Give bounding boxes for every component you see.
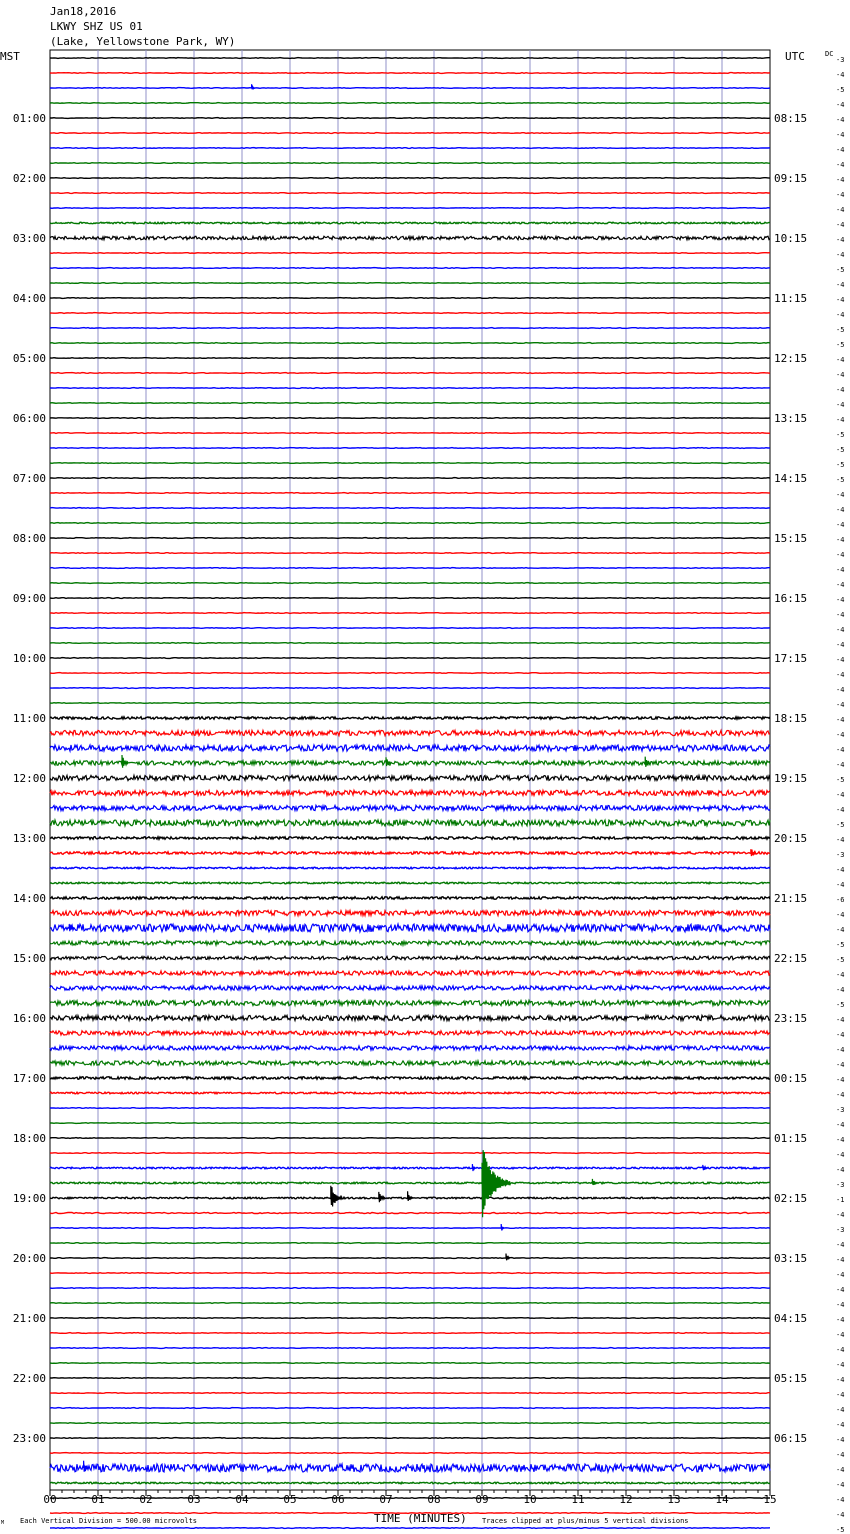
dc-offset-label: -5	[836, 1001, 845, 1009]
trace-line	[50, 986, 770, 990]
dc-offset-label: -4	[836, 1301, 845, 1309]
dc-offset-label: -4	[836, 116, 845, 124]
trace-line	[50, 463, 770, 464]
dc-offset-label: -4	[836, 731, 845, 739]
right-hour-label: 01:15	[774, 1132, 808, 1145]
grid-lines	[50, 50, 770, 1496]
dc-offset-label: -4	[836, 536, 845, 544]
left-hour-label: 17:00	[12, 1072, 46, 1085]
trace-line	[50, 1000, 770, 1005]
dc-offset-label: -4	[836, 866, 845, 874]
right-timezone-label: UTC	[785, 50, 805, 63]
dc-offset-label: -4	[836, 926, 845, 934]
dc-offset-label: -4	[836, 1046, 845, 1054]
left-hour-label: 06:00	[12, 412, 46, 425]
dc-offset-label: -4	[836, 1316, 845, 1324]
trace-line	[50, 910, 770, 915]
trace-line	[50, 208, 770, 209]
dc-offset-label: -4	[836, 1496, 845, 1504]
x-tick-label: 14	[715, 1493, 729, 1506]
seismic-event	[751, 849, 756, 856]
trace-line	[50, 553, 770, 554]
dc-offset-label: -4	[836, 356, 845, 364]
corner-mark: M	[1, 1520, 5, 1526]
dc-offset-label: -4	[836, 1136, 845, 1144]
chart-date: Jan18,2016	[50, 5, 117, 18]
left-hour-label: 22:00	[12, 1372, 46, 1385]
left-hour-label: 01:00	[12, 112, 46, 125]
trace-line	[50, 478, 770, 479]
seismic-event	[379, 1192, 385, 1202]
trace-line	[50, 298, 770, 299]
location-label: (Lake, Yellowstone Park, WY)	[50, 35, 236, 48]
trace-line	[50, 1408, 770, 1409]
left-hour-label: 18:00	[12, 1132, 46, 1145]
dc-offset-label: -4	[836, 1256, 845, 1264]
dc-offset-label: -3	[836, 1181, 845, 1189]
trace-line	[50, 148, 770, 149]
trace-line	[50, 328, 770, 329]
x-tick-label: 12	[619, 1493, 633, 1506]
dc-offset-label: -5	[836, 326, 845, 334]
dc-offset-label: -4	[836, 1511, 845, 1519]
trace-line	[50, 1153, 770, 1154]
dc-offset-label: -4	[836, 386, 845, 394]
trace-line	[50, 1363, 770, 1364]
dc-offset-label: -4	[836, 1031, 845, 1039]
trace-line	[50, 253, 770, 254]
x-tick-label: 00	[43, 1493, 57, 1506]
trace-line	[50, 688, 770, 689]
trace-line	[50, 852, 770, 855]
trace-line	[50, 268, 770, 269]
clip-note: Traces clipped at plus/minus 5 vertical divisions	[482, 1517, 689, 1525]
dc-offset-label: -4	[836, 506, 845, 514]
trace-line	[50, 118, 770, 119]
left-hour-label: 02:00	[12, 172, 46, 185]
dc-offset-label: -4	[836, 566, 845, 574]
dc-offset-label: -3	[836, 1226, 845, 1234]
dc-offset-label: -1	[836, 1196, 845, 1204]
trace-line	[50, 1228, 770, 1229]
right-hour-label: 12:15	[774, 352, 808, 365]
dc-offset-label: -4	[836, 251, 845, 259]
x-tick-label: 04	[235, 1493, 249, 1506]
dc-offset-label: -5	[836, 446, 845, 454]
dc-offset-label: -4	[836, 206, 845, 214]
trace-line	[50, 388, 770, 389]
right-hour-label: 16:15	[774, 592, 808, 605]
trace-line	[50, 820, 770, 826]
trace-line	[50, 1182, 770, 1184]
trace-line	[50, 193, 770, 194]
trace-line	[50, 133, 770, 134]
trace-line	[50, 583, 770, 584]
dc-offset-label: -4	[836, 806, 845, 814]
trace-line	[50, 73, 770, 74]
dc-offset-label: -5	[836, 821, 845, 829]
right-hour-label: 08:15	[774, 112, 808, 125]
trace-line	[50, 358, 770, 359]
dc-offset-label: -4	[836, 1076, 845, 1084]
trace-line	[50, 313, 770, 314]
x-tick-label: 03	[187, 1493, 201, 1506]
trace-line	[50, 373, 770, 374]
x-tick-label: 09	[475, 1493, 489, 1506]
trace-line	[50, 643, 770, 644]
dc-label: DC	[825, 50, 834, 58]
trace-line	[50, 1015, 770, 1020]
trace-line	[50, 1378, 770, 1379]
dc-offset-label: -5	[836, 1526, 845, 1534]
trace-line	[50, 163, 770, 164]
x-tick-label: 13	[667, 1493, 681, 1506]
dc-offset-label: -4	[836, 1481, 845, 1489]
seismic-event	[501, 1224, 504, 1231]
x-tick-label: 15	[763, 1493, 777, 1506]
dc-offset-label: -5	[836, 431, 845, 439]
x-tick-label: 01	[91, 1493, 105, 1506]
x-tick-label: 06	[331, 1493, 345, 1506]
right-hour-label: 21:15	[774, 892, 808, 905]
dc-offset-label: -5	[836, 941, 845, 949]
x-tick-label: 02	[139, 1493, 153, 1506]
dc-offset-label: -4	[836, 371, 845, 379]
trace-line	[50, 1123, 770, 1124]
trace-line	[50, 805, 770, 810]
trace-line	[50, 178, 770, 179]
right-hour-label: 22:15	[774, 952, 808, 965]
left-hour-label: 03:00	[12, 232, 46, 245]
right-hour-label: 06:15	[774, 1432, 808, 1445]
dc-offset-label: -4	[836, 1331, 845, 1339]
trace-line	[50, 418, 770, 419]
left-hour-label: 04:00	[12, 292, 46, 305]
x-tick-label: 10	[523, 1493, 537, 1506]
dc-offset-label: -4	[836, 1346, 845, 1354]
trace-line	[50, 730, 770, 735]
left-hour-label: 08:00	[12, 532, 46, 545]
x-tick-label: 11	[571, 1493, 585, 1506]
dc-offset-label: -4	[836, 1361, 845, 1369]
right-hour-label: 10:15	[774, 232, 808, 245]
trace-line	[50, 956, 770, 959]
trace-line	[50, 924, 770, 932]
trace-line	[50, 1061, 770, 1065]
trace-line	[50, 1303, 770, 1304]
dc-offset-label: -4	[836, 626, 845, 634]
trace-line	[50, 941, 770, 945]
dc-offset-label: -5	[836, 776, 845, 784]
trace-line	[50, 1438, 770, 1439]
right-hour-label: 09:15	[774, 172, 808, 185]
trace-line	[50, 283, 770, 284]
trace-line	[50, 1273, 770, 1274]
trace-line	[50, 882, 770, 884]
seismic-event	[645, 757, 650, 767]
dc-offset-label: -4	[836, 1286, 845, 1294]
trace-line	[50, 58, 770, 59]
trace-line	[50, 1482, 770, 1484]
right-hour-label: 03:15	[774, 1252, 808, 1265]
trace-line	[50, 1092, 770, 1094]
dc-offset-label: -4	[836, 146, 845, 154]
trace-line	[50, 1498, 770, 1499]
trace-line	[50, 538, 770, 539]
dc-offset-label: -4	[836, 281, 845, 289]
dc-offset-label: -4	[836, 1016, 845, 1024]
trace-line	[50, 1138, 770, 1139]
dc-offset-label: -4	[836, 1121, 845, 1129]
left-hour-label: 09:00	[12, 592, 46, 605]
trace-line	[50, 1423, 770, 1424]
left-hour-label: 16:00	[12, 1012, 46, 1025]
dc-offset-label: -4	[836, 596, 845, 604]
trace-line	[50, 717, 770, 720]
dc-offset-label: -4	[836, 986, 845, 994]
seismic-event	[482, 1150, 510, 1217]
left-hour-label: 10:00	[12, 652, 46, 665]
trace-line	[50, 1453, 770, 1454]
dc-offset-label: -4	[836, 521, 845, 529]
right-hour-label: 19:15	[774, 772, 808, 785]
trace-line	[50, 658, 770, 659]
dc-offset-label: -4	[836, 1406, 845, 1414]
trace-line	[50, 448, 770, 449]
dc-offset-label: -4	[836, 911, 845, 919]
left-hour-label: 21:00	[12, 1312, 46, 1325]
dc-offset-label: -4	[836, 191, 845, 199]
trace-line	[50, 222, 770, 224]
dc-offset-label: -4	[836, 686, 845, 694]
dc-offset-label: -4	[836, 1091, 845, 1099]
left-timezone-label: MST	[0, 50, 20, 63]
dc-offset-label: -5	[836, 956, 845, 964]
axis-labels	[13, 56, 845, 1534]
seismic-traces	[50, 58, 770, 1534]
dc-offset-label: -3	[836, 1106, 845, 1114]
dc-offset-label: -3	[836, 56, 845, 64]
seismic-event	[252, 84, 255, 89]
dc-offset-label: -4	[836, 581, 845, 589]
dc-offset-label: -4	[836, 221, 845, 229]
dc-offset-label: -4	[836, 161, 845, 169]
trace-line	[50, 1528, 770, 1529]
trace-line	[50, 598, 770, 599]
right-hour-label: 13:15	[774, 412, 808, 425]
right-hour-label: 00:15	[774, 1072, 808, 1085]
dc-offset-label: -4	[836, 716, 845, 724]
trace-line	[50, 775, 770, 780]
trace-line	[50, 673, 770, 674]
trace-line	[50, 1213, 770, 1214]
dc-offset-label: -6	[836, 896, 845, 904]
dc-offset-label: -4	[836, 611, 845, 619]
right-hour-label: 05:15	[774, 1372, 808, 1385]
trace-line	[50, 628, 770, 629]
right-hour-label: 14:15	[774, 472, 808, 485]
left-hour-label: 20:00	[12, 1252, 46, 1265]
dc-offset-label: -5	[836, 86, 845, 94]
trace-line	[50, 568, 770, 569]
dc-offset-label: -4	[836, 1271, 845, 1279]
dc-offset-label: -4	[836, 311, 845, 319]
seismic-event	[331, 1186, 342, 1207]
trace-line	[50, 88, 770, 89]
seismic-event	[408, 1191, 413, 1201]
dc-offset-label: -3	[836, 851, 845, 859]
dc-offset-label: -5	[836, 266, 845, 274]
x-tick-label: 07	[379, 1493, 393, 1506]
trace-line	[50, 1393, 770, 1394]
dc-offset-label: -4	[836, 416, 845, 424]
dc-offset-label: -4	[836, 656, 845, 664]
left-hour-label: 14:00	[12, 892, 46, 905]
dc-offset-label: -4	[836, 1466, 845, 1474]
dc-offset-label: -4	[836, 836, 845, 844]
trace-line	[50, 1077, 770, 1080]
trace-line	[50, 433, 770, 434]
trace-line	[50, 1046, 770, 1050]
dc-offset-label: -4	[836, 791, 845, 799]
dc-offset-label: -4	[836, 236, 845, 244]
dc-offset-label: -5	[836, 476, 845, 484]
trace-line	[50, 508, 770, 509]
seismic-event	[506, 1254, 510, 1261]
right-hour-label: 11:15	[774, 292, 808, 305]
trace-line	[50, 790, 770, 795]
left-hour-label: 13:00	[12, 832, 46, 845]
dc-offset-label: -4	[836, 1241, 845, 1249]
dc-offset-label: -4	[836, 71, 845, 79]
dc-offset-label: -4	[836, 176, 845, 184]
dc-offset-label: -4	[836, 491, 845, 499]
dc-offset-label: -4	[836, 1061, 845, 1069]
trace-line	[50, 1243, 770, 1244]
dc-offset-label: -4	[836, 701, 845, 709]
left-hour-label: 12:00	[12, 772, 46, 785]
trace-line	[50, 1031, 770, 1035]
left-hour-label: 07:00	[12, 472, 46, 485]
trace-line	[50, 1167, 770, 1169]
seismic-event	[703, 1165, 707, 1170]
right-hour-label: 02:15	[774, 1192, 808, 1205]
trace-line	[50, 1318, 770, 1319]
trace-line	[50, 761, 770, 765]
left-hour-label: 19:00	[12, 1192, 46, 1205]
dc-offset-label: -5	[836, 341, 845, 349]
dc-offset-label: -4	[836, 1151, 845, 1159]
trace-line	[50, 1464, 770, 1472]
trace-line	[50, 703, 770, 704]
right-hour-label: 20:15	[774, 832, 808, 845]
x-axis-title: TIME (MINUTES)	[374, 1512, 467, 1525]
trace-line	[50, 1258, 770, 1259]
trace-line	[50, 613, 770, 614]
dc-offset-label: -4	[836, 551, 845, 559]
dc-offset-label: -4	[836, 971, 845, 979]
trace-line	[50, 897, 770, 900]
trace-line	[50, 236, 770, 239]
trace-line	[50, 1108, 770, 1109]
dc-offset-label: -4	[836, 131, 845, 139]
dc-offset-label: -4	[836, 101, 845, 109]
right-hour-label: 23:15	[774, 1012, 808, 1025]
scale-note: Each Vertical Division = 500.00 microvolts	[20, 1517, 198, 1525]
right-hour-label: 15:15	[774, 532, 808, 545]
left-hour-label: 15:00	[12, 952, 46, 965]
dc-offset-label: -4	[836, 746, 845, 754]
dc-offset-label: -4	[836, 671, 845, 679]
trace-line	[50, 403, 770, 404]
left-hour-label: 11:00	[12, 712, 46, 725]
trace-line	[50, 837, 770, 840]
right-hour-label: 17:15	[774, 652, 808, 665]
left-hour-label: 23:00	[12, 1432, 46, 1445]
trace-line	[50, 103, 770, 104]
dc-offset-label: -4	[836, 296, 845, 304]
x-tick-label: 08	[427, 1493, 441, 1506]
dc-offset-label: -5	[836, 461, 845, 469]
trace-line	[50, 745, 770, 751]
trace-line	[50, 971, 770, 975]
dc-offset-label: -4	[836, 401, 845, 409]
station-label: LKWY SHZ US 01	[50, 20, 143, 33]
dc-offset-label: -4	[836, 1211, 845, 1219]
dc-offset-label: -4	[836, 1421, 845, 1429]
trace-line	[50, 523, 770, 524]
left-hour-label: 05:00	[12, 352, 46, 365]
dc-offset-label: -4	[836, 1376, 845, 1384]
trace-line	[50, 1288, 770, 1289]
trace-line	[50, 1348, 770, 1349]
dc-offset-label: -4	[836, 641, 845, 649]
dc-offset-label: -4	[836, 1391, 845, 1399]
dc-offset-label: -4	[836, 1436, 845, 1444]
trace-line	[50, 1333, 770, 1334]
dc-offset-label: -4	[836, 881, 845, 889]
seismic-event	[472, 1164, 475, 1171]
trace-line	[50, 343, 770, 344]
dc-offset-label: -4	[836, 1451, 845, 1459]
dc-offset-label: -4	[836, 1166, 845, 1174]
trace-line	[50, 493, 770, 494]
x-tick-label: 05	[283, 1493, 297, 1506]
trace-line	[50, 867, 770, 869]
right-hour-label: 18:15	[774, 712, 808, 725]
dc-offset-label: -4	[836, 761, 845, 769]
right-hour-label: 04:15	[774, 1312, 808, 1325]
